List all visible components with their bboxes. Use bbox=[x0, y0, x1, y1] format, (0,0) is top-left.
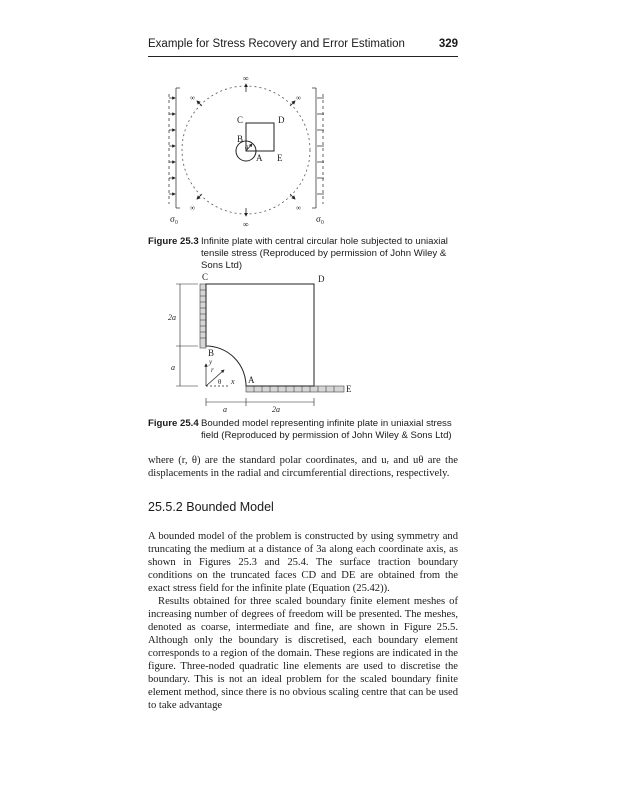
figure-25-3-caption bbox=[148, 236, 460, 272]
running-title: Example for Stress Recovery and Error Estimation bbox=[148, 38, 405, 50]
running-header bbox=[148, 38, 458, 54]
dim-a-horizontal: a bbox=[223, 405, 227, 414]
page-number: 329 bbox=[438, 38, 458, 50]
left-roller-support bbox=[200, 284, 206, 348]
radius-r-label: r bbox=[211, 366, 214, 374]
domain-outline bbox=[206, 284, 314, 386]
figure-infinite-plate bbox=[166, 70, 376, 230]
caption-label: Figure 25.4 bbox=[148, 418, 199, 429]
sigma-right: σ₀ bbox=[316, 214, 324, 224]
bottom-roller-support bbox=[246, 386, 344, 392]
fig2-point-a: A bbox=[248, 375, 255, 385]
paragraph-text: Results obtained for three scaled boundary finite element meshes of increasing number of degrees of freedom will be presented. The meshes, denoted as coarse, intermediate and fine, are shown in Figure 25.5. Although only the boundary is discretised, each boundary element corresponds to a region of the domain. These regions are indicated in the figure. Three-noded quadratic line elements are used to discretise the boundary. This is not an ideal problem for the scaled boundary finite element method, since there is no obvious scaling centre that can be used to take advantage bbox=[148, 596, 458, 711]
dim-a-vertical: a bbox=[171, 363, 175, 372]
fig1-point-a: A bbox=[256, 153, 263, 163]
model-square bbox=[246, 123, 274, 151]
dim-2a-vertical: 2a bbox=[168, 313, 176, 322]
caption-label: Figure 25.3 bbox=[148, 236, 199, 247]
header-rule bbox=[148, 56, 458, 57]
fig1-point-d: D bbox=[278, 115, 285, 125]
infinity-bottom: ∞ bbox=[243, 220, 249, 229]
paragraph-polar-coordinates bbox=[148, 454, 458, 480]
left-traction-arrows bbox=[169, 88, 180, 208]
fig1-point-b: B bbox=[237, 134, 244, 144]
fig1-point-e: E bbox=[277, 153, 283, 163]
paragraph-text: where (r, θ) are the standard polar coordinates, and uᵣ and uθ are the displacements in the radial and circumferential directions, respectively. bbox=[148, 455, 458, 479]
infinity-top-left: ∞ bbox=[190, 94, 195, 102]
fig1-radius: a bbox=[245, 143, 249, 151]
axis-y-label: y bbox=[209, 358, 213, 366]
infinity-bottom-right: ∞ bbox=[296, 204, 301, 212]
infinity-top: ∞ bbox=[243, 74, 249, 83]
dim-2a-horizontal: 2a bbox=[272, 405, 280, 414]
figure-bounded-model bbox=[168, 268, 358, 418]
paragraph-text: A bounded model of the problem is constructed by using symmetry and truncating the medium at a distance of 3a along each coordinate axis, as shown in Figures 25.3 and 25.4. The surface traction boundary conditions on the truncated faces CD and DE are obtained from the exact stress field for the infinite plate (Equation (25.42)). bbox=[148, 531, 458, 594]
fig2-point-e: E bbox=[346, 384, 352, 394]
vertical-dimensions bbox=[176, 284, 198, 386]
right-traction-arrows bbox=[312, 88, 324, 208]
section-heading: 25.5.2 Bounded Model bbox=[148, 500, 274, 514]
paragraph-bounded-model bbox=[148, 530, 458, 712]
caption-text: Infinite plate with central circular hole subjected to uniaxial tensile stress (Reproduced by permission of John Wiley & Sons Ltd) bbox=[201, 236, 448, 271]
fig1-point-c: C bbox=[237, 115, 244, 125]
infinity-bottom-left: ∞ bbox=[190, 204, 195, 212]
infinity-top-right: ∞ bbox=[296, 94, 301, 102]
fig2-point-c: C bbox=[202, 272, 209, 282]
axis-x-label: x bbox=[231, 377, 235, 386]
figure-25-4-caption bbox=[148, 418, 460, 442]
caption-text: Bounded model representing infinite plate in uniaxial stress field (Reproduced by permission of John Wiley & Sons Ltd) bbox=[201, 418, 452, 441]
theta-label: θ bbox=[218, 378, 222, 386]
sigma-left: σ₀ bbox=[170, 214, 178, 224]
fig2-point-b: B bbox=[208, 348, 215, 358]
fig2-point-d: D bbox=[318, 274, 325, 284]
